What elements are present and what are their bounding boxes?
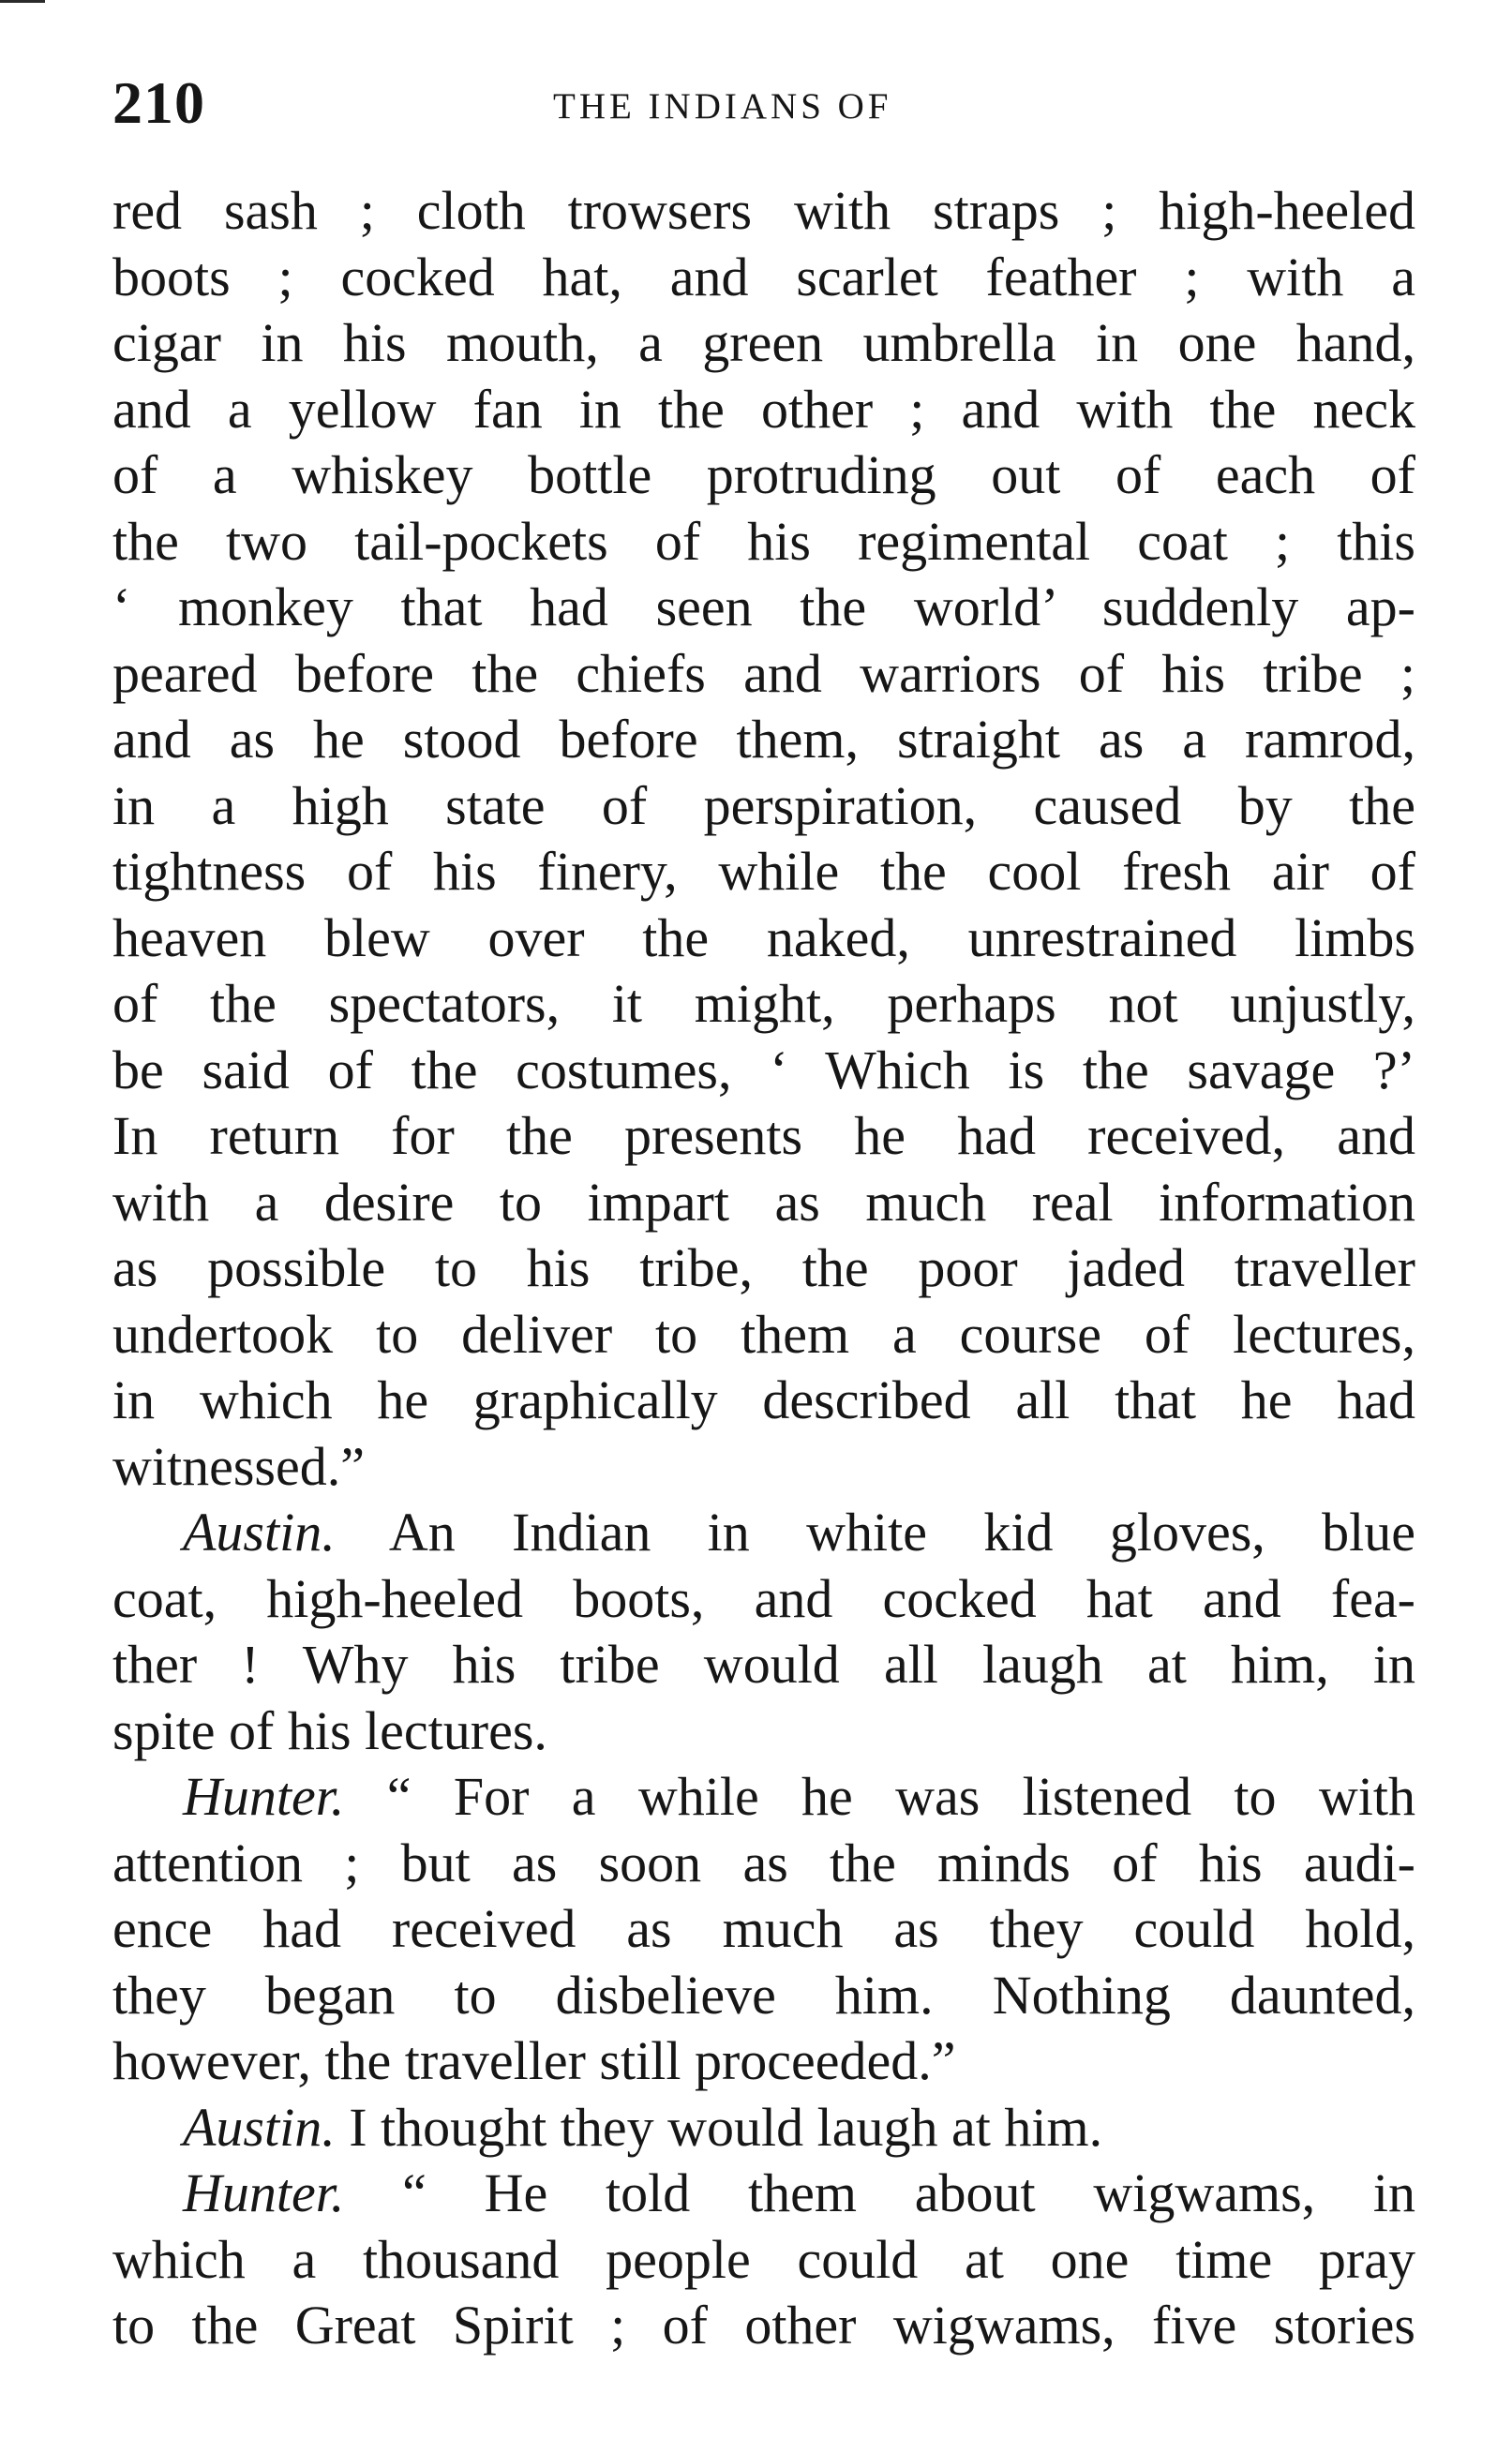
- speaker-name: Hunter.: [183, 1766, 345, 1827]
- line-text: undertook to deliver to them a course of lectures,: [112, 1303, 1415, 1365]
- line-text: An Indian in white kid gloves, blue: [388, 1502, 1415, 1563]
- line-text: of a whiskey bottle protruding out of each of: [112, 444, 1415, 505]
- text-line: [112, 178, 1415, 245]
- text-line: [112, 1170, 1415, 1236]
- text-line: [112, 509, 1415, 576]
- text-line: [112, 641, 1415, 708]
- line-text: be said of the costumes, ‘ Which is the savage ?’: [112, 1039, 1415, 1100]
- line-text: attention ; but as soon as the minds of his audi-: [112, 1832, 1415, 1893]
- text-line: [112, 1831, 1415, 1897]
- line-text: of the spectators, it might, perhaps not unjustly,: [112, 973, 1415, 1034]
- line-text: witnessed.”: [112, 1435, 365, 1497]
- text-line: [112, 2028, 1415, 2095]
- text-line: [112, 905, 1415, 972]
- text-line: [112, 2227, 1415, 2294]
- line-text: in a high state of perspiration, caused by the: [112, 774, 1415, 836]
- text-line: [112, 1038, 1415, 1104]
- speaker-name: Hunter.: [183, 2162, 345, 2223]
- text-line: [112, 1302, 1415, 1369]
- line-text: tightness of his finery, while the cool fresh air of: [112, 841, 1415, 902]
- text-line: [112, 1434, 1415, 1501]
- text-line: [112, 377, 1415, 443]
- dialogue-line: [112, 2095, 1415, 2161]
- text-line: [112, 1632, 1415, 1698]
- line-text: however, the traveller still proceeded.”: [112, 2030, 956, 2091]
- line-text: boots ; cocked hat, and scarlet feather ; with a: [112, 246, 1415, 307]
- dialogue-line: [112, 2161, 1415, 2227]
- text-line: [112, 1103, 1415, 1170]
- line-text: “ For a while he was listened to with: [386, 1766, 1415, 1827]
- dialogue-line: [112, 1500, 1415, 1566]
- line-text: as possible to his tribe, the poor jaded traveller: [112, 1237, 1415, 1298]
- text-line: [112, 971, 1415, 1038]
- line-text: heaven blew over the naked, unrestrained limbs: [112, 906, 1415, 968]
- body-text: [112, 178, 1415, 2359]
- text-line: [112, 2293, 1415, 2359]
- text-line: [112, 1235, 1415, 1302]
- running-title: THE INDIANS OF: [553, 86, 892, 127]
- text-line: [112, 442, 1415, 509]
- line-text: they began to disbelieve him. Nothing daunted,: [112, 1964, 1415, 2026]
- line-text: coat, high-heeled boots, and cocked hat and fea-: [112, 1567, 1415, 1629]
- line-text: spite of his lectures.: [112, 1699, 547, 1761]
- line-text: ‘ monkey that had seen the world’ suddenly ap-: [112, 576, 1415, 637]
- line-text: ther ! Why his tribe would all laugh at him, in: [112, 1634, 1415, 1695]
- line-text: I thought they would laugh at him.: [349, 2096, 1103, 2158]
- line-text: “ He told them about wigwams, in: [402, 2162, 1415, 2223]
- dialogue-line: [112, 1764, 1415, 1831]
- text-line: [112, 707, 1415, 773]
- running-head: [112, 66, 1420, 141]
- speaker-name: Austin.: [183, 2096, 336, 2158]
- line-text: which a thousand people could at one time pray: [112, 2228, 1415, 2290]
- text-line: [112, 1368, 1415, 1434]
- line-text: and as he stood before them, straight as a ramrod,: [112, 709, 1415, 770]
- speaker-name: Austin.: [183, 1502, 336, 1563]
- line-text: peared before the chiefs and warriors of his tribe ;: [112, 642, 1415, 704]
- line-text: the two tail-pockets of his regimental coat ; this: [112, 510, 1415, 572]
- line-text: ence had received as much as they could hold,: [112, 1898, 1415, 1959]
- line-text: to the Great Spirit ; of other wigwams, five stories: [112, 2295, 1415, 2356]
- text-line: [112, 1566, 1415, 1633]
- text-line: [112, 1963, 1415, 2029]
- corner-mark: [0, 0, 45, 3]
- line-text: in which he graphically described all that he had: [112, 1369, 1415, 1430]
- text-line: [112, 1896, 1415, 1963]
- text-line: [112, 773, 1415, 840]
- text-line: [112, 575, 1415, 641]
- line-text: red sash ; cloth trowsers with straps ; high-heeled: [112, 180, 1415, 241]
- line-text: In return for the presents he had received, and: [112, 1105, 1415, 1166]
- page-number: 210: [112, 69, 205, 136]
- line-text: with a desire to impart as much real information: [112, 1171, 1415, 1233]
- line-text: cigar in his mouth, a green umbrella in one hand,: [112, 312, 1415, 373]
- text-line: [112, 310, 1415, 377]
- text-line: [112, 1698, 1415, 1765]
- line-text: and a yellow fan in the other ; and with the neck: [112, 378, 1415, 440]
- text-line: [112, 245, 1415, 311]
- text-line: [112, 839, 1415, 905]
